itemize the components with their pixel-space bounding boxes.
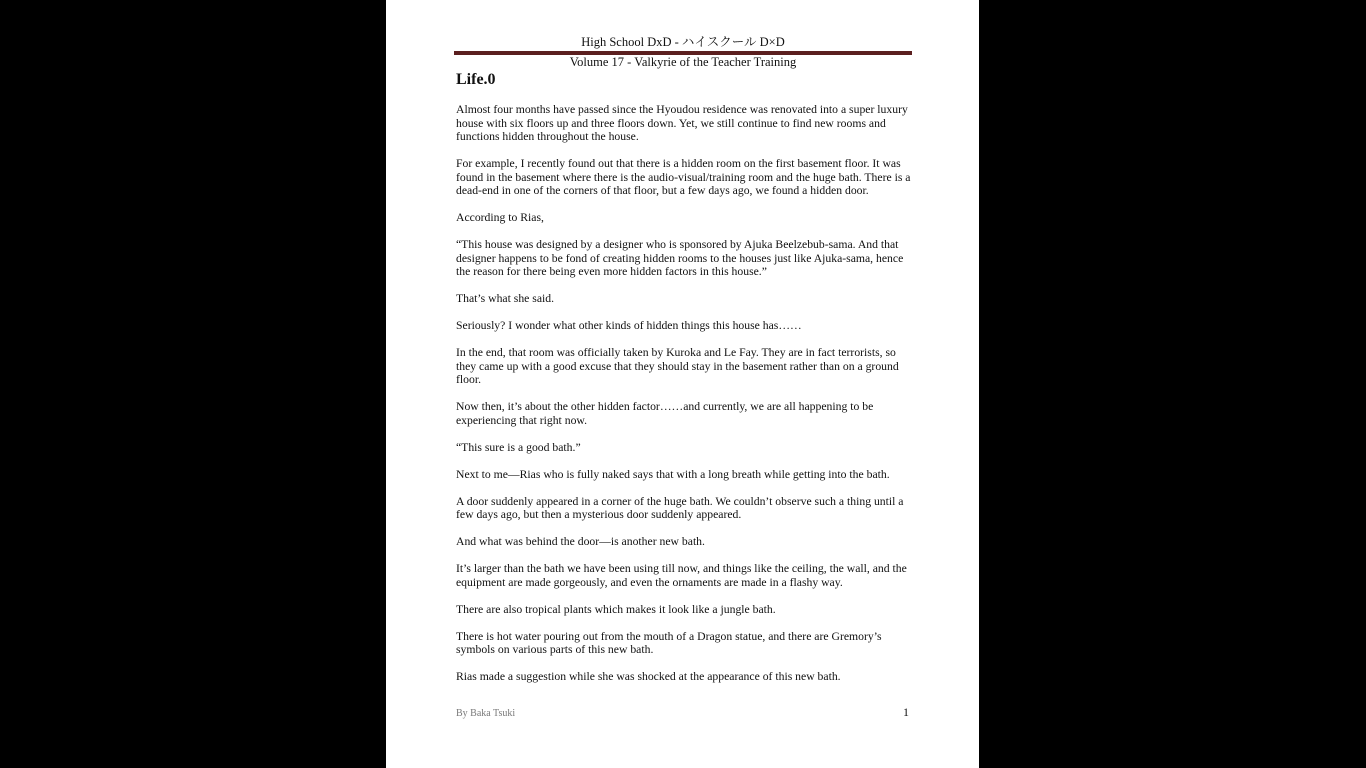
paragraph: According to Rias, bbox=[456, 211, 544, 224]
paragraph: That’s what she said. bbox=[456, 292, 555, 305]
paragraph: Next to me—Rias who is fully naked says that with a long breath while getting into the bath. bbox=[456, 467, 890, 481]
footer-credit: By Baka Tsuki bbox=[456, 708, 516, 719]
paragraph: There is hot water pouring out from the mouth of a Dragon statue, and there are Gremory’s symbols on various parts of this new bath. bbox=[456, 629, 882, 656]
paragraph: Almost four months have passed since the Hyoudou residence was renovated into a super luxury house with six floors up and three floors down. Yet, we still continue to find new rooms and functions hidden throughout the house. bbox=[456, 103, 908, 143]
paragraph: Rias made a suggestion while she was shocked at the appearance of this new bath. bbox=[456, 670, 841, 683]
paragraph: There are also tropical plants which makes it look like a jungle bath. bbox=[456, 602, 776, 616]
paragraph: And what was behind the door—is another new bath. bbox=[456, 535, 705, 548]
paragraph: “This sure is a good bath.” bbox=[456, 440, 581, 454]
header-title: High School DxD - ハイスクール D×D bbox=[581, 35, 785, 49]
header-subtitle: Volume 17 - Valkyrie of the Teacher Training bbox=[569, 55, 797, 69]
page-number: 1 bbox=[903, 705, 909, 719]
paragraph: “This house was designed by a designer who is sponsored by Ajuka Beelzebub-sama. And that designer happens to be fond of creating hidden rooms to the houses just like Ajuka-sama, hence the reason for there being even more hidden factors in this house.” bbox=[456, 238, 904, 278]
body-text bbox=[456, 103, 912, 697]
paragraph: Now then, it’s about the other hidden factor……and currently, we are all happening to be experiencing that right now. bbox=[456, 400, 874, 427]
chapter-title: Life.0 bbox=[456, 71, 496, 88]
paragraph: In the end, that room was officially taken by Kuroka and Le Fay. They are in fact terrorists, so they came up with a good excuse that they should stay in the basement rather than on a ground floor. bbox=[456, 346, 899, 386]
paragraph: A door suddenly appeared in a corner of the huge bath. We couldn’t observe such a thing until a few days ago, but then a mysterious door suddenly appeared. bbox=[456, 494, 904, 521]
paragraph: Seriously? I wonder what other kinds of hidden things this house has…… bbox=[456, 319, 802, 332]
paragraph: It’s larger than the bath we have been using till now, and things like the ceiling, the wall, and the equipment are made gorgeously, and even the ornaments are made in a flashy way. bbox=[456, 562, 907, 589]
paragraph: For example, I recently found out that there is a hidden room on the first basement floor. It was found in the basement where there is the audio-visual/training room and the huge bath. There is a dead-end in one of the corners of that floor, but a few days ago, we found a hidden door. bbox=[456, 157, 911, 197]
document-page[interactable] bbox=[386, 0, 979, 768]
